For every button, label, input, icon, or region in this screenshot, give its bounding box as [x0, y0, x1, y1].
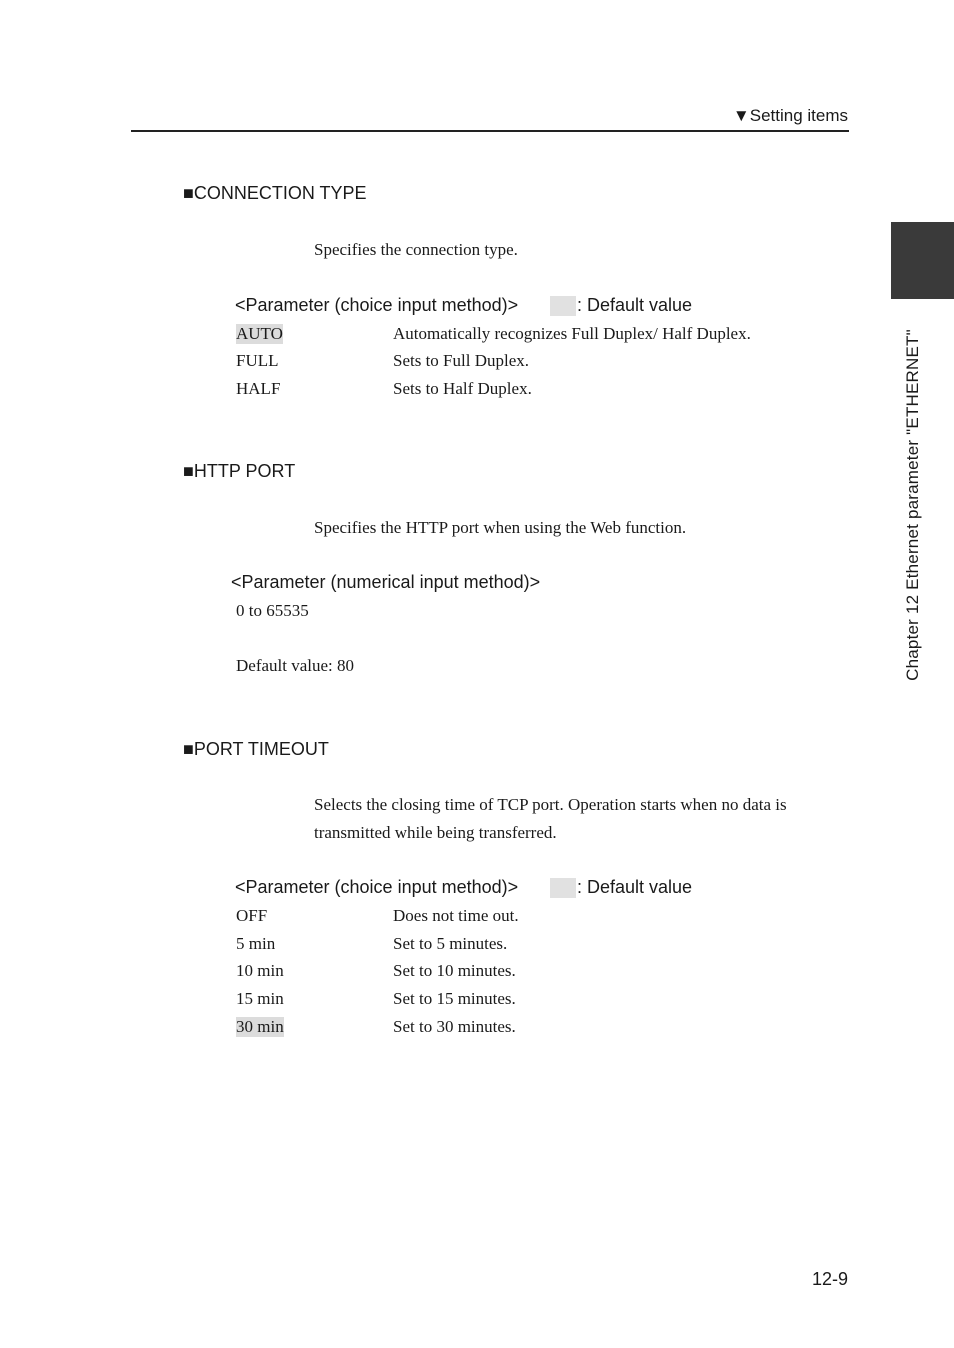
square-bullet-icon: ■: [183, 739, 194, 759]
option-key-half: HALF: [236, 379, 281, 398]
square-bullet-icon: ■: [183, 461, 194, 481]
parameter-header: <Parameter (choice input method)>: [235, 877, 519, 897]
parameter-header: <Parameter (numerical input method)>: [231, 572, 541, 592]
section-title-connection-type: ■CONNECTION TYPE: [183, 183, 367, 203]
default-legend: : Default value: [577, 295, 693, 315]
option-key-15min: 15 min: [236, 989, 284, 1008]
section-description: Specifies the HTTP port when using the Web function.: [314, 518, 687, 537]
option-desc: Sets to Full Duplex.: [393, 351, 530, 370]
parameter-header: <Parameter (choice input method)>: [235, 295, 519, 315]
section-description: Specifies the connection type.: [314, 240, 518, 259]
triangle-down-icon: ▼: [732, 106, 750, 125]
option-key-30min: 30 min: [236, 1017, 284, 1036]
parameter-default: Default value: 80: [236, 656, 355, 675]
option-desc: Set to 5 minutes.: [393, 934, 508, 953]
default-swatch: [550, 878, 576, 898]
option-key-auto: AUTO: [236, 324, 283, 343]
page-number: 12-9: [811, 1269, 848, 1289]
square-bullet-icon: ■: [183, 183, 194, 203]
option-desc: Set to 15 minutes.: [393, 989, 516, 1008]
option-key-full: FULL: [236, 351, 279, 370]
option-desc: Sets to Half Duplex.: [393, 379, 532, 398]
default-legend: : Default value: [577, 877, 693, 897]
option-key-10min: 10 min: [236, 961, 284, 980]
option-desc: Does not time out.: [393, 906, 519, 925]
default-swatch: [550, 296, 576, 316]
section-title-http-port: ■HTTP PORT: [183, 461, 296, 481]
option-key-off: OFF: [236, 906, 268, 925]
option-key-5min: 5 min: [236, 934, 276, 953]
option-desc: Automatically recognizes Full Duplex/ Half Duplex.: [393, 324, 751, 343]
section-title-port-timeout: ■PORT TIMEOUT: [183, 739, 329, 759]
chapter-tab-block: [891, 222, 954, 299]
chapter-side-label: Chapter 12 Ethernet parameter "ETHERNET": [903, 329, 922, 681]
running-header: [733, 106, 848, 126]
option-desc: Set to 30 minutes.: [393, 1017, 516, 1036]
option-desc: Set to 10 minutes.: [393, 961, 516, 980]
section-description: Selects the closing time of TCP port. Operation starts when no data is transmitted while being transferred.: [314, 795, 787, 842]
parameter-range: 0 to 65535: [236, 601, 309, 620]
header-title: Setting items: [749, 106, 848, 125]
header-rule: [131, 130, 849, 132]
